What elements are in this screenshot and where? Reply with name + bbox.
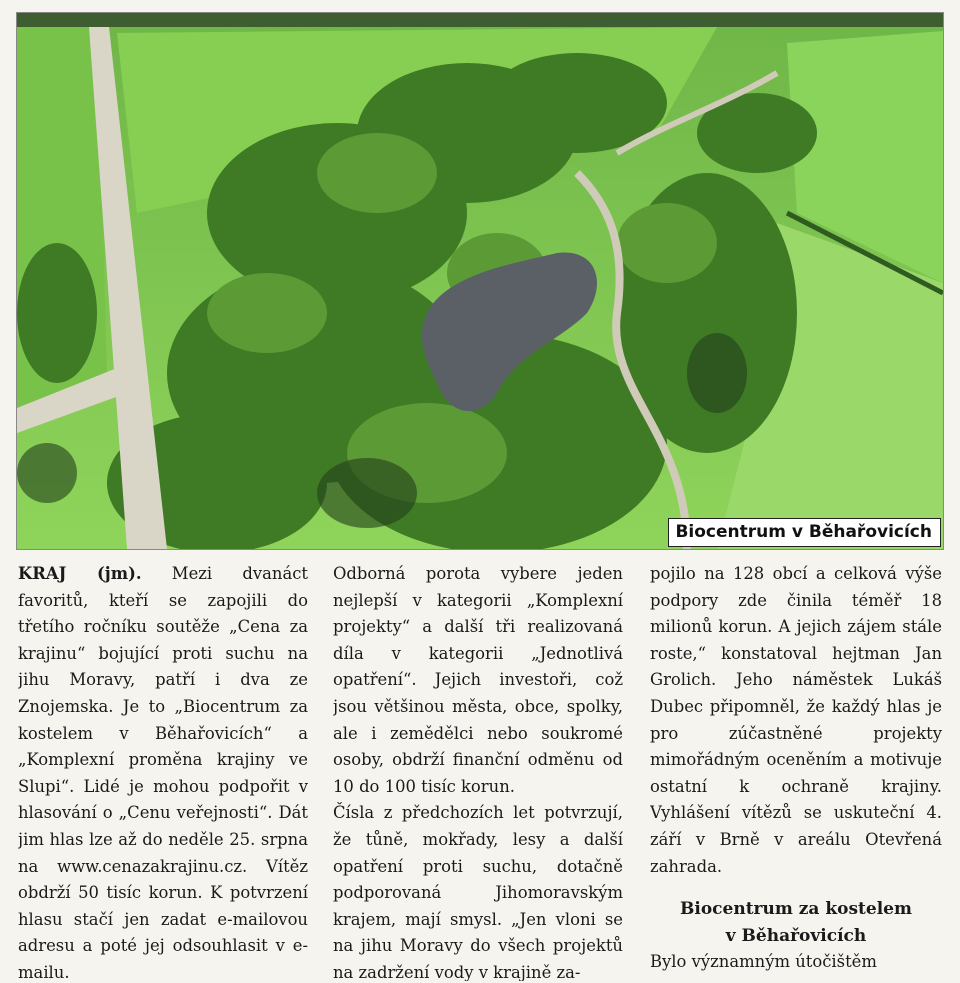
article-lead: KRAJ (jm).: [18, 564, 142, 583]
article-text: Mezi dvanáct favoritů, kteří se zapojili do třetího ročníku soutěže „Cena za krajinu“ bojující proti suchu na jihu Moravy, patří i dva ze Znojemska. Je to „Biocentrum za kostelem v Běhařovicích“ a „Komplexní proměna krajiny ve Slupi“. Lidé je mohou podpořit v hlasování o „Cenu veřejnosti“. Dát jim hlas lze až do neděle 25. srpna na www.cenazakrajinu.cz. Vítěz obdrží 50 tisíc korun. K potvrzení hlasu stačí jen zadat e-mailovou adresu a poté jej odsouhlasit v e-mailu.: [18, 564, 308, 981]
article-paragraph: Odborná porota vybere jeden nejlepší v kategorii „Komplexní projekty“ a další tři realizovaná díla v kategorii „Jednotlivá opatření“. Jejich investoři, což jsou většinou města, obce, spolky, ale i zemědělci nebo soukromé osoby, obdrží finanční odměnu od 10 do 100 tisíc korun.: [333, 564, 623, 796]
article-subheading: [650, 896, 942, 949]
subheading-line: Biocentrum za kostelem: [680, 899, 912, 920]
article-paragraph: Čísla z předchozích let potvrzují, že tůně, mokřady, lesy a další opatření proti suchu, dotačně podporovaná Jihomoravským krajem, mají smysl. „Jen vloni se na jihu Moravy do všech projektů na zadržení vody v krajině za-: [333, 803, 623, 981]
article-column-2: [333, 561, 623, 981]
aerial-photo: [16, 12, 944, 550]
article-paragraph: Bylo významným útočištěm: [650, 952, 877, 972]
article-paragraph: pojilo na 128 obcí a celková výše podpory zde činila téměř 18 milionů korun. A jejich zájem stále roste,“ konstatoval hejtman Jan Grolich. Jeho náměstek Lukáš Dubec připomněl, že každý hlas je pro zúčastněné projekty mimořádným oceněním a motivuje ostatní k ochraně krajiny. Vyhlášení vítězů se uskuteční 4. září v Brně v areálu Otevřená zahrada.: [650, 564, 942, 876]
article-column-3: [650, 561, 942, 981]
article-column-1: [18, 561, 308, 981]
article-paragraph: [18, 561, 308, 981]
photo-caption: Biocentrum v Běhařovicích: [668, 518, 941, 547]
aerial-photo-graphic: [17, 13, 943, 549]
subheading-line: v Běhařovicích: [725, 925, 867, 946]
